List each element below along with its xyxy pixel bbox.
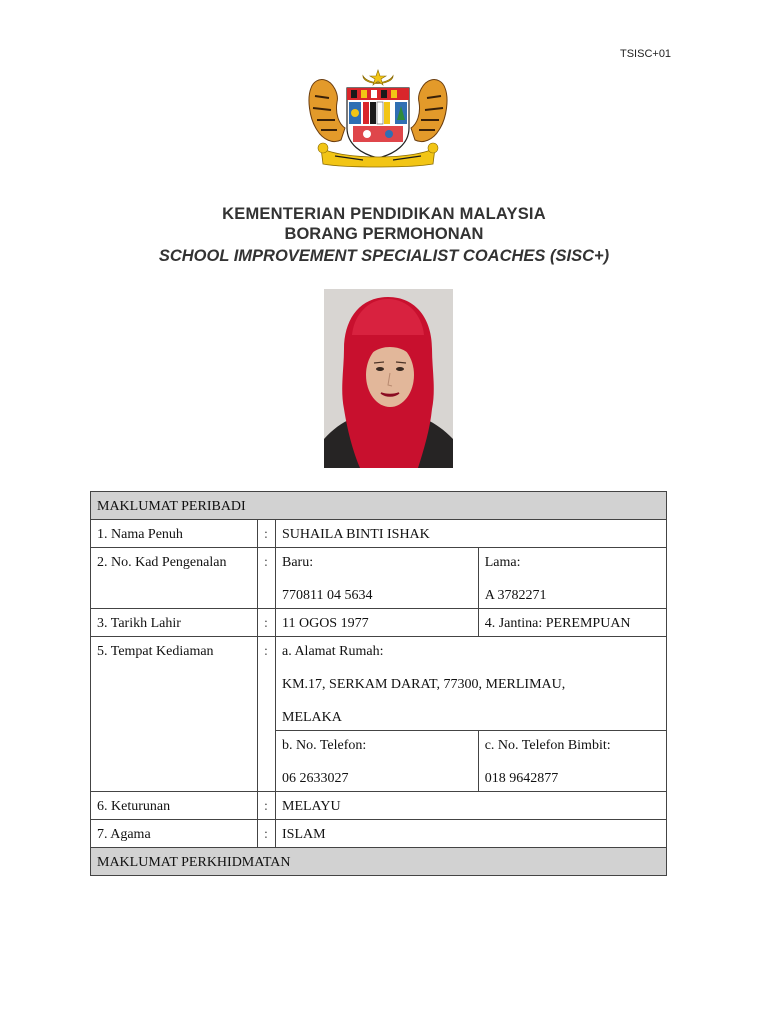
row-residence-address [91, 637, 667, 731]
applicant-photo [324, 289, 453, 468]
program-title: SCHOOL IMPROVEMENT SPECIALIST COACHES (SISC+) [158, 247, 610, 265]
dob-label: 3. Tarikh Lahir [91, 609, 258, 637]
ministry-title: KEMENTERIAN PENDIDIKAN MALAYSIA [222, 205, 546, 223]
address-cell [276, 637, 667, 731]
ic-old-cell [478, 548, 666, 609]
row-race [91, 792, 667, 820]
address-line-2: MELAKA [282, 710, 342, 725]
phone-label: b. No. Telefon: [282, 738, 367, 753]
colon: : [258, 820, 276, 848]
colon: : [258, 609, 276, 637]
ic-old-value: A 3782271 [484, 588, 547, 603]
ic-new-value: 770811 04 5634 [282, 588, 373, 603]
race-value: MELAYU [276, 792, 667, 820]
ic-number-label: 2. No. Kad Pengenalan [91, 548, 258, 609]
coat-of-arms-icon [303, 68, 453, 170]
section-service-info: MAKLUMAT PERKHIDMATAN [91, 848, 667, 876]
religion-label: 7. Agama [91, 820, 258, 848]
mobile-cell [478, 731, 666, 792]
form-title: BORANG PERMOHONAN [284, 225, 484, 243]
row-ic-number [91, 548, 667, 609]
gender-value: 4. Jantina: PEREMPUAN [478, 609, 666, 637]
dob-value: 11 OGOS 1977 [276, 609, 479, 637]
personal-info-table [90, 491, 667, 876]
document-header [0, 204, 768, 268]
colon: : [258, 637, 276, 792]
row-full-name [91, 520, 667, 548]
mobile-label: c. No. Telefon Bimbit: [484, 738, 611, 753]
ic-new-cell [276, 548, 479, 609]
ic-old-label: Lama: [484, 555, 521, 570]
phone-cell [276, 731, 479, 792]
residence-label: 5. Tempat Kediaman [91, 637, 258, 792]
colon: : [258, 520, 276, 548]
row-religion [91, 820, 667, 848]
phone-value: 06 2633027 [282, 771, 349, 786]
race-label: 6. Keturunan [91, 792, 258, 820]
full-name-label: 1. Nama Penuh [91, 520, 258, 548]
row-date-of-birth [91, 609, 667, 637]
address-label: a. Alamat Rumah: [282, 644, 384, 659]
religion-value: ISLAM [276, 820, 667, 848]
mobile-value: 018 9642877 [484, 771, 559, 786]
full-name-value: SUHAILA BINTI ISHAK [276, 520, 667, 548]
section-personal-info: MAKLUMAT PERIBADI [91, 492, 667, 520]
form-code: TSISC+01 [620, 48, 672, 60]
address-line-1: KM.17, SERKAM DARAT, 77300, MERLIMAU, [282, 677, 566, 692]
colon: : [258, 548, 276, 609]
colon: : [258, 792, 276, 820]
ic-new-label: Baru: [282, 555, 314, 570]
